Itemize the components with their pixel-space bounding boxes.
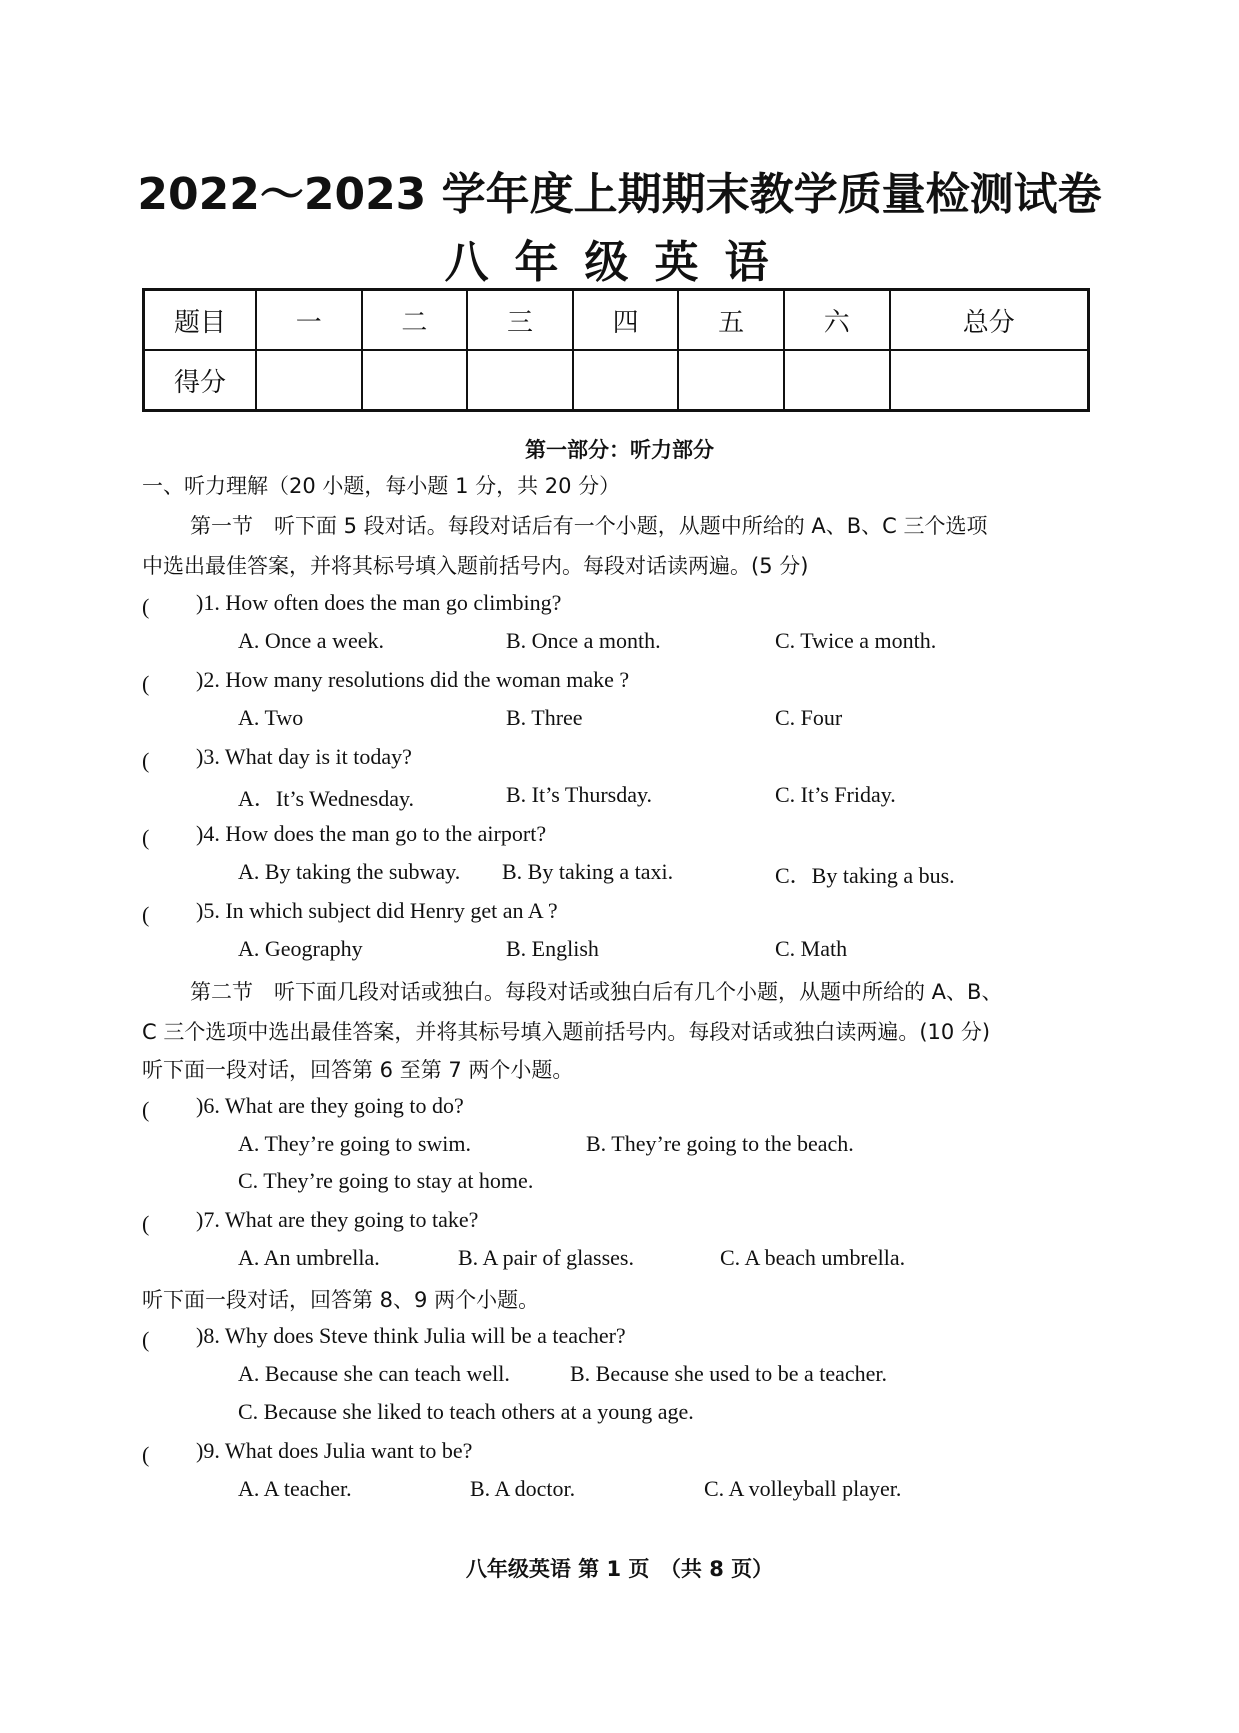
question-7: )7. What are they going to take? — [196, 1207, 479, 1232]
question-5: )5. In which subject did Henry get an A ? — [196, 898, 558, 923]
question-4: )4. How does the man go to the airport? — [196, 821, 547, 846]
question-4-option-a: A. By taking the subway. — [238, 859, 461, 884]
question-9-option-c: C. A volleyball player. — [704, 1476, 902, 1501]
question-5-option-a: A. Geography — [238, 936, 363, 961]
answer-blank[interactable]: ( — [142, 748, 194, 773]
page-footer: 八年级英语 第 1 页 （共 8 页） — [465, 1557, 774, 1581]
score-cell-2: 二 — [362, 290, 468, 351]
question-1-option-b: B. Once a month. — [506, 628, 661, 653]
score-blank[interactable] — [573, 350, 679, 411]
answer-blank[interactable]: ( — [142, 671, 194, 696]
question-9-option-b: B. A doctor. — [470, 1476, 576, 1501]
answer-blank[interactable]: ( — [142, 594, 194, 619]
score-cell-5: 五 — [678, 290, 784, 351]
score-cell-6: 六 — [784, 290, 890, 351]
question-2: )2. How many resolutions did the woman make ? — [196, 667, 630, 692]
answer-blank[interactable]: ( — [142, 902, 194, 927]
question-6-option-b: B. They’re going to the beach. — [586, 1131, 854, 1156]
question-5-option-c: C. Math — [775, 936, 848, 961]
exam-subtitle: 八年级英语 — [444, 237, 795, 288]
question-3-option-a: A．It’s Wednesday. — [238, 786, 415, 811]
question-2-option-c: C. Four — [775, 705, 843, 730]
answer-blank[interactable]: ( — [142, 1327, 194, 1352]
question-8-option-b: B. Because she used to be a teacher. — [570, 1361, 888, 1386]
question-2-option-a: A. Two — [238, 705, 304, 730]
question-1: )1. How often does the man go climbing? — [196, 590, 562, 615]
score-blank[interactable] — [890, 350, 1089, 411]
score-cell-3: 三 — [467, 290, 573, 351]
score-cell-1: 一 — [256, 290, 362, 351]
score-blank[interactable] — [784, 350, 890, 411]
question-3-option-b: B. It’s Thursday. — [506, 782, 653, 807]
score-cell-4: 四 — [573, 290, 679, 351]
section1-instruction-line2: 中选出最佳答案，并将其标号填入题前括号内。每段对话读两遍。(5 分) — [142, 554, 809, 578]
instruction-q8-q9: 听下面一段对话，回答第 8、9 两个小题。 — [142, 1288, 540, 1312]
answer-blank[interactable]: ( — [142, 1097, 194, 1122]
question-9: )9. What does Julia want to be? — [196, 1438, 473, 1463]
question-4-option-c: C．By taking a bus. — [775, 863, 955, 888]
question-6-option-a: A. They’re going to swim. — [238, 1131, 472, 1156]
section-heading: 一、听力理解（20 小题，每小题 1 分，共 20 分） — [142, 474, 621, 498]
question-4-option-b: B. By taking a taxi. — [502, 859, 674, 884]
score-table-header-row — [144, 290, 1089, 351]
score-cell-label: 题目 — [144, 290, 257, 351]
score-blank[interactable] — [362, 350, 468, 411]
question-8-option-a: A. Because she can teach well. — [238, 1361, 510, 1386]
question-9-option-a: A. A teacher. — [238, 1476, 352, 1501]
question-1-option-a: A. Once a week. — [238, 628, 384, 653]
question-7-option-a: A. An umbrella. — [238, 1245, 380, 1270]
question-7-option-b: B. A pair of glasses. — [458, 1245, 634, 1270]
score-blank[interactable] — [256, 350, 362, 411]
instruction-q6-q7: 听下面一段对话，回答第 6 至第 7 两个小题。 — [142, 1058, 574, 1082]
question-3-option-c: C. It’s Friday. — [775, 782, 896, 807]
question-1-option-c: C. Twice a month. — [775, 628, 937, 653]
question-6: )6. What are they going to do? — [196, 1093, 464, 1118]
score-blank[interactable] — [678, 350, 784, 411]
section2-instruction-line1: 第二节 听下面几段对话或独白。每段对话或独白后有几个小题，从题中所给的 A、B、 — [190, 980, 1003, 1004]
exam-title: 2022～2023 学年度上期期末教学质量检测试卷 — [137, 169, 1102, 220]
answer-blank[interactable]: ( — [142, 825, 194, 850]
score-table — [142, 288, 1090, 412]
question-2-option-b: B. Three — [506, 705, 583, 730]
score-row-label: 得分 — [144, 350, 257, 411]
score-cell-total: 总分 — [890, 290, 1089, 351]
question-8: )8. Why does Steve think Julia will be a teacher? — [196, 1323, 626, 1348]
score-blank[interactable] — [467, 350, 573, 411]
section2-instruction-line2: C 三个选项中选出最佳答案，并将其标号填入题前括号内。每段对话或独白读两遍。(10 分) — [142, 1020, 991, 1044]
question-7-option-c: C. A beach umbrella. — [720, 1245, 906, 1270]
question-5-option-b: B. English — [506, 936, 599, 961]
answer-blank[interactable]: ( — [142, 1442, 194, 1467]
question-3: )3. What day is it today? — [196, 744, 412, 769]
section1-instruction-line1: 第一节 听下面 5 段对话。每段对话后有一个小题，从题中所给的 A、B、C 三个选项 — [190, 514, 988, 538]
question-6-option-c: C. They’re going to stay at home. — [238, 1168, 534, 1193]
answer-blank[interactable]: ( — [142, 1211, 194, 1236]
score-table-score-row — [144, 350, 1089, 411]
question-8-option-c: C. Because she liked to teach others at a young age. — [238, 1399, 694, 1424]
part-title: 第一部分：听力部分 — [525, 438, 714, 462]
